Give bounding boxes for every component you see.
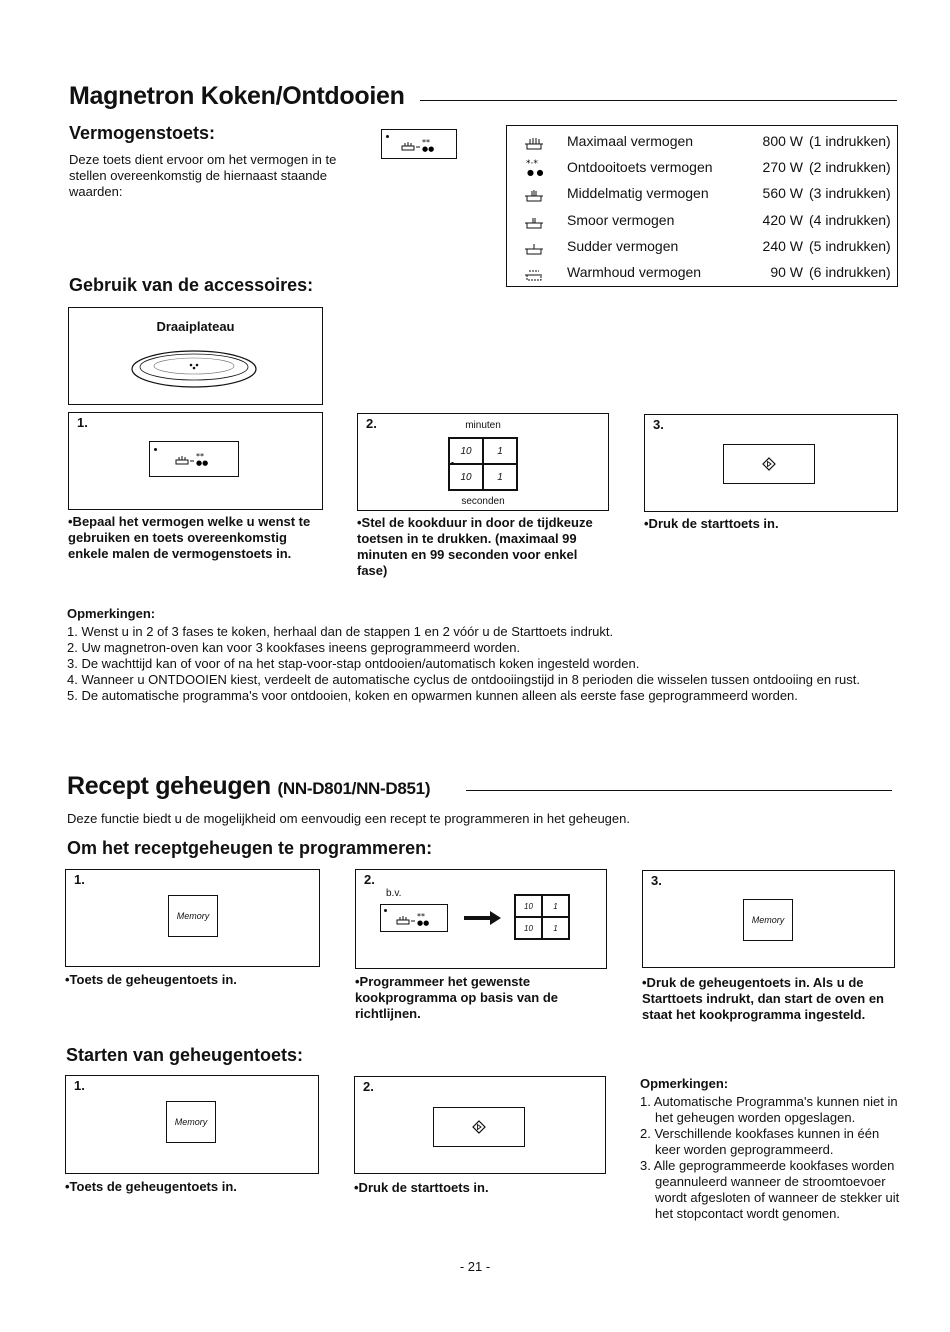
- prog-step3-box: [642, 870, 895, 968]
- power-value: 270 W: [762, 159, 803, 176]
- power-row: [507, 130, 897, 154]
- start-step1-number: 1.: [74, 1078, 85, 1093]
- page-number: - 21 -: [459, 1259, 491, 1274]
- start-step1-box: [65, 1075, 319, 1174]
- step2-number: 2.: [366, 416, 377, 431]
- prog-step3-caption: •Druk de geheugentoets in. Als u de Starttoets indrukt, dan start de oven en staat het kookprogramma ingesteld.: [642, 975, 884, 1022]
- power-row: [507, 182, 897, 206]
- power-value: 90 W: [770, 264, 803, 280]
- power-level-icon: [400, 136, 440, 152]
- minutes-label: minuten: [465, 420, 501, 431]
- notes1-list: [67, 624, 887, 704]
- ten-minutes-key[interactable]: 10: [449, 438, 483, 464]
- prog-step2-box: [355, 869, 607, 969]
- bv-label: b.v.: [386, 888, 402, 899]
- program-heading: Om het receptgeheugen te programmeren:: [67, 838, 433, 858]
- ten-seconds-key[interactable]: 10: [515, 917, 542, 939]
- notes2-list: [640, 1094, 902, 1222]
- power-row: [507, 261, 897, 285]
- power-press: (6 indrukken): [809, 264, 891, 280]
- svg-text:●●: ●●: [196, 459, 209, 466]
- note1-3: 3. De wachttijd kan of voor of na het stap-voor-stap ontdooien/automatisch koken ingesteld worden.: [67, 656, 640, 671]
- note2-1: 1. Automatische Programma's kunnen niet in het geheugen worden opgeslagen.: [640, 1094, 898, 1125]
- note1-5: 5. De automatische programma's voor ontdooien, koken en opwarmen kunnen alleen als eerste fase geprogrammeerd worden.: [67, 688, 798, 703]
- note2-2: 2. Verschillende kookfases kunnen in één keer worden geprogrammeerd.: [640, 1126, 880, 1157]
- section2-title-text: Recept geheugen: [67, 772, 271, 800]
- power-value: 240 W: [762, 237, 803, 254]
- draaiplateau-label: Draaiplateau: [156, 319, 235, 334]
- power-level-icon: [395, 910, 435, 926]
- memory-key[interactable]: Memory: [166, 1101, 216, 1143]
- ten-seconds-key[interactable]: 10: [449, 464, 483, 490]
- step3-number: 3.: [653, 417, 664, 432]
- power-press: (3 indrukken): [809, 185, 891, 202]
- power-value: 560 W: [762, 185, 803, 202]
- memory-key[interactable]: Memory: [743, 899, 793, 941]
- step2-box: [357, 413, 609, 511]
- prog-step1-box: [65, 869, 320, 967]
- start-step1-caption: •Toets de geheugentoets in.: [65, 1179, 237, 1194]
- step1-number: 1.: [77, 415, 88, 430]
- svg-text:● ●: ● ●: [527, 168, 544, 178]
- power-label: Warmhoud vermogen: [567, 264, 702, 280]
- start-key[interactable]: [723, 444, 815, 484]
- ten-minutes-key[interactable]: 10: [515, 895, 542, 917]
- step3-caption: •Druk de starttoets in.: [644, 516, 779, 531]
- svg-text:●●: ●●: [417, 919, 430, 926]
- notes1-heading: Opmerkingen:: [67, 606, 156, 621]
- title-rule: [466, 790, 892, 791]
- step1-box: [68, 412, 323, 510]
- power-row: [507, 156, 897, 180]
- one-minute-key[interactable]: 1: [542, 895, 569, 917]
- time-keys: [448, 437, 518, 491]
- prog-step2-number: 2.: [364, 872, 375, 887]
- simmer-icon: [523, 211, 545, 231]
- start-heading: Starten van geheugentoets:: [66, 1045, 304, 1065]
- one-minute-key[interactable]: 1: [483, 438, 517, 464]
- power-label: Middelmatig vermogen: [567, 185, 709, 202]
- start-key[interactable]: [433, 1107, 525, 1147]
- power-row: [507, 235, 897, 259]
- step1-caption: •Bepaal het vermogen welke u wenst te gebruiken en toets overeenkomstig enkele malen de vermogenstoets in.: [68, 514, 311, 561]
- turntable-icon: [129, 348, 259, 390]
- svg-text:*·*: *·*: [526, 159, 538, 170]
- section2-intro: Deze functie biedt u de mogelijkheid om eenvoudig een recept te programmeren in het geheugen.: [67, 811, 630, 826]
- power-label: Ontdooitoets vermogen: [567, 159, 713, 176]
- svg-text:**: **: [422, 138, 430, 147]
- power-row: [507, 209, 897, 233]
- power-table-box: [506, 125, 898, 287]
- power-key[interactable]: [381, 129, 457, 159]
- power-key[interactable]: [380, 904, 448, 932]
- arrow-right-icon: [464, 910, 502, 926]
- power-label: Smoor vermogen: [567, 211, 675, 228]
- warm-icon: [523, 263, 545, 283]
- vermogen-text: Deze toets dient ervoor om het vermogen in te stellen overeenkomstig de hiernaast staande waarden:: [69, 152, 337, 199]
- power-label: Sudder vermogen: [567, 237, 679, 254]
- note1-2: 2. Uw magnetron-oven kan voor 3 kookfases ineens geprogrammeerd worden.: [67, 640, 521, 655]
- step2-caption: •Stel de kookduur in door de tijdkeuze toetsen in te drukken. (maximaal 99 minuten en 99 seconden voor enkel fase): [357, 515, 593, 578]
- start-step2-number: 2.: [363, 1079, 374, 1094]
- start-step2-box: [354, 1076, 606, 1174]
- section1-title: Magnetron Koken/Ontdooien: [69, 82, 405, 110]
- power-value: 420 W: [762, 211, 803, 228]
- medium-power-icon: [523, 184, 545, 204]
- power-level-icon: [174, 450, 214, 466]
- max-power-icon: [523, 132, 545, 152]
- prog-step1-caption: •Toets de geheugentoets in.: [65, 972, 237, 987]
- prog-step2-caption: •Programmeer het gewenste kookprogramma op basis van de richtlijnen.: [355, 974, 559, 1021]
- power-label: Maximaal vermogen: [567, 133, 694, 149]
- accessoires-heading: Gebruik van de accessoires:: [69, 275, 314, 295]
- title-rule: [420, 100, 897, 101]
- prog-step3-number: 3.: [651, 873, 662, 888]
- draaiplateau-box: [68, 307, 323, 405]
- notes2-heading: Opmerkingen:: [640, 1076, 729, 1091]
- start-icon: [762, 457, 776, 471]
- power-value: 800 W: [762, 133, 803, 149]
- power-press: (4 indrukken): [809, 211, 891, 228]
- section2-title: [67, 772, 430, 801]
- one-second-key[interactable]: 1: [483, 464, 517, 490]
- svg-text:●●: ●●: [422, 145, 435, 152]
- one-second-key[interactable]: 1: [542, 917, 569, 939]
- svg-text:**: **: [196, 452, 204, 461]
- vermogen-heading: Vermogenstoets:: [69, 123, 216, 143]
- start-icon: [472, 1120, 486, 1134]
- svg-text:**: **: [417, 912, 425, 921]
- power-press: (1 indrukken): [809, 133, 891, 149]
- start-step2-caption: •Druk de starttoets in.: [354, 1180, 489, 1195]
- step3-box: [644, 414, 898, 512]
- memory-key[interactable]: Memory: [168, 895, 218, 937]
- power-press: (2 indrukken): [809, 159, 891, 176]
- note1-1: 1. Wenst u in 2 of 3 fases te koken, herhaal dan de stappen 1 en 2 vóór u de Starttoets indrukt.: [67, 624, 614, 639]
- seconds-label: seconden: [461, 496, 505, 507]
- section2-model: (NN-D801/NN-D851): [277, 779, 431, 798]
- power-press: (5 indrukken): [809, 237, 891, 254]
- note2-3: 3. Alle geprogrammeerde kookfases worden geannuleerd wanneer de stroomtoevoer wordt afgesloten of wanneer de stekker uit het stopcontact wordt genomen.: [640, 1158, 900, 1221]
- power-key[interactable]: [149, 441, 239, 477]
- stew-icon: [523, 237, 545, 257]
- note1-4: 4. Wanneer u ONTDOOIEN kiest, verdeelt de automatische cyclus de ontdooiingstijd in 8 perioden die wisselen tussen ontdooiing en rust.: [67, 672, 860, 687]
- defrost-icon: [523, 158, 545, 178]
- prog-step1-number: 1.: [74, 872, 85, 887]
- time-keys: [514, 894, 570, 940]
